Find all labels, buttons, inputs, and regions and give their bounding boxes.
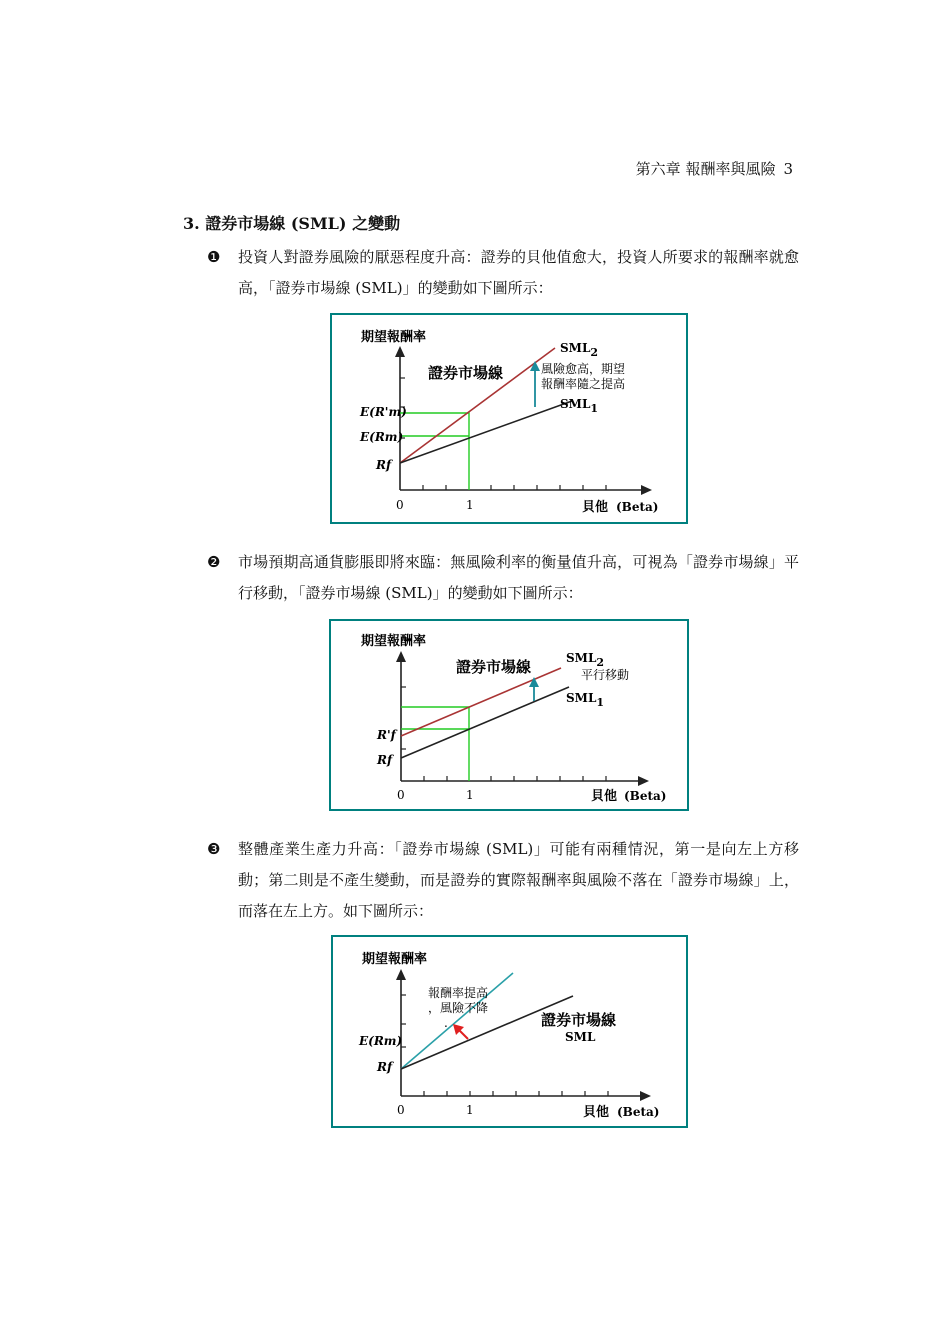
x-tick-label: 0 <box>397 788 405 802</box>
sml2-label: SML2 <box>566 651 605 669</box>
rf-label: Rf <box>377 753 393 767</box>
x-axis-label-en: (Beta) <box>617 1105 660 1119</box>
x-tick-label: 0 <box>396 498 404 512</box>
x-tick-label: 1 <box>466 1103 474 1117</box>
annotation-line: 平行移動 <box>581 668 630 682</box>
page-number: 3 <box>783 160 793 178</box>
list-item <box>207 834 799 927</box>
annotation-line: 風險愈高，期望 <box>541 362 626 376</box>
x-axis-label-en: (Beta) <box>624 789 667 803</box>
sml2-line <box>401 668 561 736</box>
guide-erm-prime <box>400 413 469 490</box>
sml1-label: SML1 <box>566 691 605 709</box>
y-axis-arrow-icon <box>396 969 406 980</box>
figure-sml-parallel <box>329 619 689 811</box>
bullet-icon: ❶ <box>207 248 221 266</box>
x-axis-label-en: (Beta) <box>616 500 659 514</box>
x-axis-label: 貝他 <box>591 789 618 804</box>
rf-label: Rf <box>376 458 392 472</box>
y-axis-label: 期望報酬率 <box>361 634 427 649</box>
erm-prime-label: E(R'm) <box>360 405 407 419</box>
sml1-line <box>400 401 572 463</box>
x-axis-label: 貝他 <box>583 1105 610 1120</box>
paragraph: 整體產業生產力升高：「證券市場線 (SML)」可能有兩種情況，第一是向左上方移動；第二則是不產生變動，而是證券的實際報酬率與風險不落在「證券市場線」上，而落在左上方。如下圖所示： <box>238 840 799 920</box>
x-tick-label: 1 <box>466 498 474 512</box>
chart-title: 證券市場線 <box>428 364 504 382</box>
y-axis-label: 期望報酬率 <box>362 952 428 967</box>
list-item <box>207 547 799 609</box>
page-header <box>636 158 793 179</box>
chart-title: 證券市場線 <box>541 1011 617 1029</box>
annotation-line: 報酬率提高 <box>428 986 489 1000</box>
paragraph: 投資人對證券風險的厭惡程度升高：證券的貝他值愈大，投資人所要求的報酬率就愈高，「證券市場線 (SML)」的變動如下圖所示： <box>238 248 799 297</box>
x-axis-label: 貝他 <box>582 500 609 515</box>
x-axis-arrow-icon <box>641 485 652 495</box>
chart-title: 證券市場線 <box>456 658 532 676</box>
sml1-label: SML1 <box>560 397 599 415</box>
annotation-line: ，風險不降 <box>428 1001 489 1015</box>
figure-productivity <box>331 935 688 1128</box>
y-axis-label: 期望報酬率 <box>361 330 427 345</box>
rf-label: Rf <box>377 1060 393 1074</box>
bullet-icon: ❷ <box>207 553 221 571</box>
annotation-line: 報酬率隨之提高 <box>541 377 626 391</box>
x-tick-label: 0 <box>397 1103 405 1117</box>
erm-label: E(Rm) <box>360 430 404 444</box>
x-tick-label: 1 <box>466 788 474 802</box>
chapter-title: 第六章 報酬率與風險 <box>635 160 776 178</box>
erm-label: E(Rm) <box>359 1034 403 1048</box>
y-axis-arrow-icon <box>396 651 406 662</box>
sml2-label: SML2 <box>560 341 599 359</box>
x-axis-arrow-icon <box>638 776 649 786</box>
section-title: 3. 證券市場線 (SML) 之變動 <box>183 214 401 233</box>
rf-prime-label: R'f <box>377 728 396 742</box>
y-axis-arrow-icon <box>395 346 405 357</box>
list-item <box>207 242 799 304</box>
sml1-line <box>401 687 569 758</box>
figure-sml-steeper <box>330 313 688 524</box>
paragraph: 市場預期高通貨膨脹即將來臨：無風險利率的衡量值升高，可視為「證券市場線」平行移動，「證券市場線 (SML)」的變動如下圖所示： <box>238 553 799 602</box>
x-axis-arrow-icon <box>640 1091 651 1101</box>
sml-label: SML <box>565 1030 596 1044</box>
bullet-icon: ❸ <box>207 840 221 858</box>
annotation-line: . <box>444 1016 448 1030</box>
